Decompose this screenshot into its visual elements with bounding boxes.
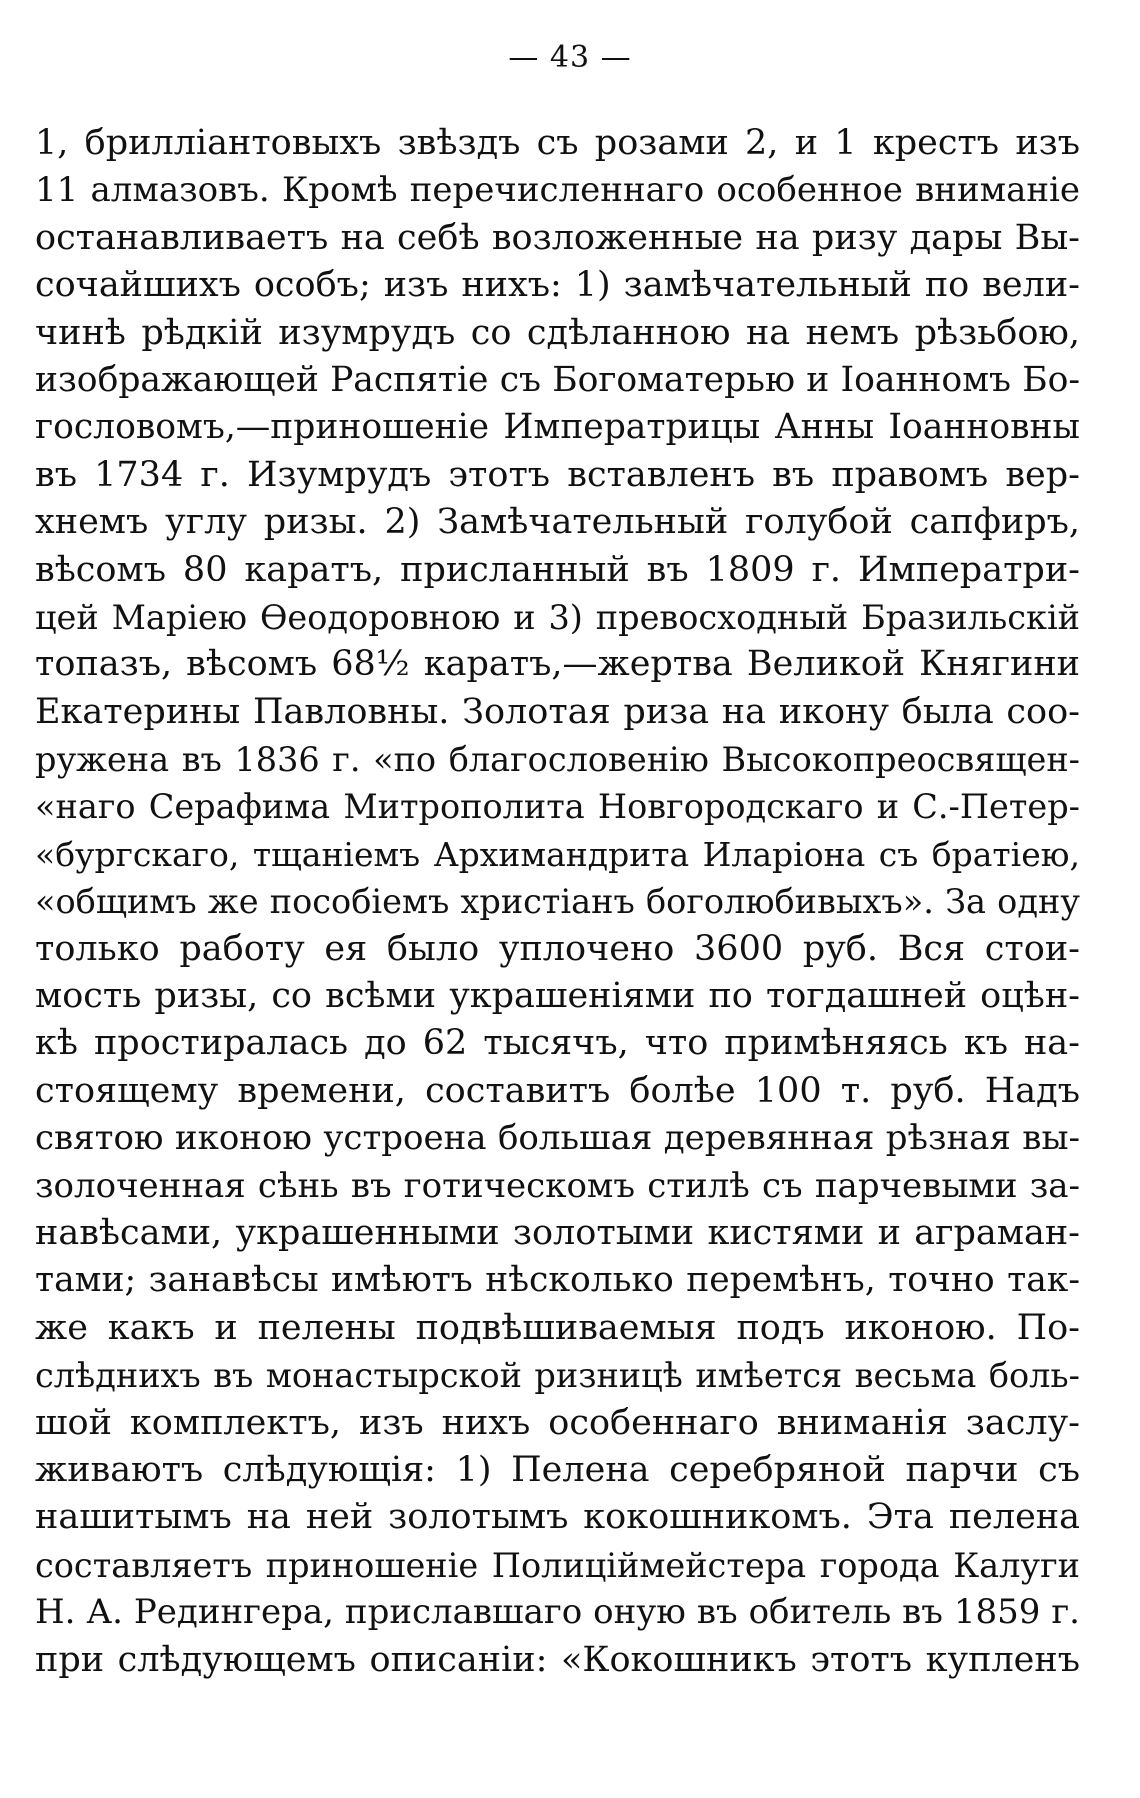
text-line: въ 1734 г. Изумрудъ этотъ вставленъ въ правомъ вер- xyxy=(35,454,1080,495)
text-line: слѣднихъ въ монастырской ризницѣ имѣется весьма боль- xyxy=(35,1356,1080,1396)
text-line: цей Марiею Ѳеодоровною и 3) превосходный Бразильскiй xyxy=(35,597,1080,637)
text-line: только работу ея было уплочено 3600 руб. Вся стои- xyxy=(35,928,1080,969)
text-line: нашитымъ на ней золотымъ кокошникомъ. Эта пелена xyxy=(35,1497,1080,1538)
text-line: изображающей Распятiе съ Богоматерью и Iоанномъ Бо- xyxy=(35,359,1080,400)
text-line: «общимъ же пособiемъ христiанъ боголюбивыхъ». За одну xyxy=(35,882,1080,922)
text-line: вѣсомъ 80 каратъ, присланный въ 1809 г. Императри- xyxy=(35,549,1080,590)
page-number: — 43 — xyxy=(508,40,632,75)
text-line: составляетъ приношенiе Полицiймейстера города Калуги xyxy=(35,1545,1080,1585)
text-line: Екатерины Павловны. Золотая риза на икону была соо- xyxy=(35,691,1080,732)
text-line: шой комплектъ, изъ нихъ особеннаго вниманiя заслу- xyxy=(35,1402,1080,1443)
text-line: при слѣдующемъ описанiи: «Кокошникъ этотъ купленъ xyxy=(35,1639,1080,1680)
text-line: навѣсами, украшенными золотыми кистями и аграман- xyxy=(35,1212,1080,1253)
text-line: «бургскаго, тщанiемъ Архимандрита Иларiона съ братiею, xyxy=(35,834,1080,874)
text-line: стоящему времени, составитъ болѣе 100 т. руб. Надъ xyxy=(35,1070,1080,1111)
text-line: святою иконою устроена большая деревянная рѣзная вы- xyxy=(35,1118,1080,1159)
text-line: живаютъ слѣдующiя: 1) Пелена серебряной парчи съ xyxy=(35,1449,1080,1490)
body-text xyxy=(35,120,1080,1684)
text-line: Н. А. Редингера, приславшаго оную въ обитель въ 1859 г. xyxy=(35,1592,1080,1633)
text-line: тами; занавѣсы имѣютъ нѣсколько перемѣнъ, точно так- xyxy=(35,1260,1080,1301)
text-line: 1, бриллiантовыхъ звѣздъ съ розами 2, и 1 крестъ изъ xyxy=(35,123,1080,163)
text-line: «наго Серафима Митрополита Новгородскаго и С.-Петер- xyxy=(35,787,1080,827)
text-line: ружена въ 1836 г. «по благословенiю Высокопреосвящен- xyxy=(35,740,1080,780)
text-line: останавливаетъ на себѣ возложенные на ризу дары Вы- xyxy=(35,217,1080,258)
text-line: гословомъ,—приношенiе Императрицы Анны Iоанновны xyxy=(35,407,1080,448)
text-line: же какъ и пелены подвѣшиваемыя подъ иконою. По- xyxy=(35,1307,1080,1348)
text-line: чинѣ рѣдкiй изумрудъ со сдѣланною на немъ рѣзьбою, xyxy=(35,312,1080,353)
text-line: золоченная сѣнь въ готическомъ стилѣ съ парчевыми за- xyxy=(35,1165,1080,1206)
text-line: 11 алмазовъ. Кромѣ перечисленнаго особенное вниманiе xyxy=(35,170,1080,211)
text-line: хнемъ углу ризы. 2) Замѣчательный голубой сапфиръ, xyxy=(35,502,1080,543)
text-line: сочайшихъ особъ; изъ нихъ: 1) замѣчательный по вели- xyxy=(35,265,1080,306)
text-line: мость ризы, со всѣми украшенiями по тогдашней оцѣн- xyxy=(35,976,1080,1017)
text-line: кѣ простиралась до 62 тысячъ, что примѣняясь къ на- xyxy=(35,1023,1080,1064)
text-line: топазъ, вѣсомъ 68½ каратъ,—жертва Великой Княгини xyxy=(35,644,1080,685)
